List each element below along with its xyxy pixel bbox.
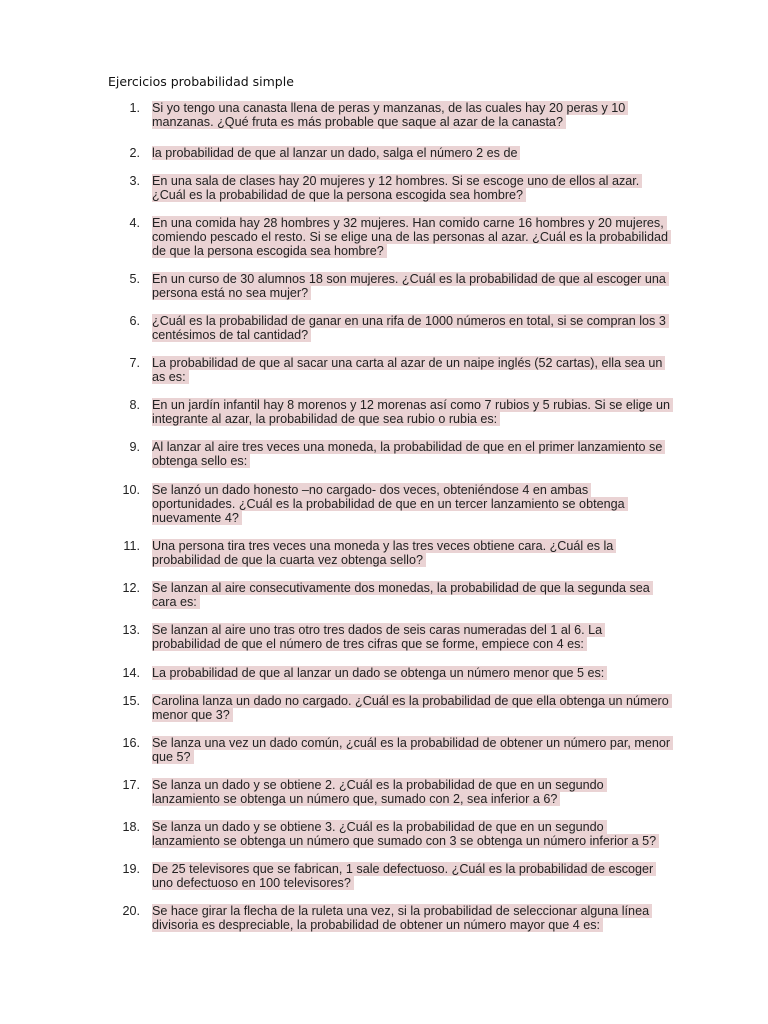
exercise-text xyxy=(152,820,672,848)
exercise-text xyxy=(152,272,672,300)
exercise-text xyxy=(152,904,672,932)
exercise-text-highlight: Se lanzan al aire consecutivamente dos monedas, la probabilidad de que la segunda sea cara es: xyxy=(152,581,653,609)
exercise-text-highlight: En una sala de clases hay 20 mujeres y 12 hombres. Si se escoge uno de ellos al azar. ¿Cuál es la probabilidad de que la persona escogida sea hombre? xyxy=(152,174,642,202)
exercise-text-highlight: En un jardín infantil hay 8 morenos y 12 morenas así como 7 rubios y 5 rubias. Si se elige un integrante al azar, la probabilidad de que sea rubio o rubia es: xyxy=(152,398,673,426)
exercise-text-highlight: Se lanza una vez un dado común, ¿cuál es la probabilidad de obtener un número par, menor que 5? xyxy=(152,736,673,764)
exercise-number: 11. xyxy=(123,539,140,553)
exercise-number: 18. xyxy=(122,820,140,834)
exercise-text-highlight: Una persona tira tres veces una moneda y las tres veces obtiene cara. ¿Cuál es la probabilidad de que la cuarta vez obtenga sello? xyxy=(152,539,616,567)
exercise-text xyxy=(152,216,672,258)
exercise-text xyxy=(152,623,672,651)
exercise-number: 13. xyxy=(122,623,140,637)
exercise-number: 20. xyxy=(122,904,140,918)
exercise-text-highlight: Se hace girar la flecha de la ruleta una vez, si la probabilidad de seleccionar alguna línea divisoria es despreciable, la probabilidad de obtener un número mayor que 4 es: xyxy=(152,904,652,932)
exercise-text xyxy=(152,862,672,890)
document-title: Ejercicios probabilidad simple xyxy=(108,74,294,89)
exercise-number: 2. xyxy=(129,146,140,160)
exercise-text xyxy=(152,694,672,722)
exercise-text-highlight: ¿Cuál es la probabilidad de ganar en una rifa de 1000 números en total, si se compran los 3 centésimos de tal cantidad? xyxy=(152,314,669,342)
exercise-text-highlight: La probabilidad de que al sacar una carta al azar de un naipe inglés (52 cartas), ella sea un as es: xyxy=(152,356,665,384)
exercise-text xyxy=(152,778,672,806)
exercise-text-highlight: Al lanzar al aire tres veces una moneda, la probabilidad de que en el primer lanzamiento se obtenga sello es: xyxy=(152,440,665,468)
exercise-text xyxy=(152,483,672,525)
exercise-text xyxy=(152,736,672,764)
exercise-text xyxy=(152,356,672,384)
exercise-number: 6. xyxy=(129,314,140,328)
exercise-text xyxy=(152,440,672,468)
exercise-text xyxy=(152,174,672,202)
exercise-text xyxy=(152,581,672,609)
exercise-number: 8. xyxy=(129,398,140,412)
exercise-number: 4. xyxy=(129,216,140,230)
exercise-text-highlight: Se lanza un dado y se obtiene 3. ¿Cuál es la probabilidad de que en un segundo lanzamiento se obtenga un número que sumado con 3 se obtenga un número inferior a 5? xyxy=(152,820,659,848)
exercise-text xyxy=(152,101,672,129)
exercise-number: 7. xyxy=(129,356,140,370)
exercise-number: 15. xyxy=(122,694,140,708)
exercise-text xyxy=(152,539,672,567)
exercise-text-highlight: Se lanza un dado y se obtiene 2. ¿Cuál es la probabilidad de que en un segundo lanzamiento se obtenga un número que, sumado con 2, sea inferior a 6? xyxy=(152,778,607,806)
exercise-number: 10. xyxy=(122,483,140,497)
exercise-text-highlight: Se lanzan al aire uno tras otro tres dados de seis caras numeradas del 1 al 6. La probabilidad de que el número de tres cifras que se forme, empiece con 4 es: xyxy=(152,623,605,651)
exercise-number: 12. xyxy=(122,581,140,595)
exercise-text-highlight: Si yo tengo una canasta llena de peras y manzanas, de las cuales hay 20 peras y 10 manzanas. ¿Qué fruta es más probable que saque al azar de la canasta? xyxy=(152,101,628,129)
exercise-text xyxy=(152,314,672,342)
exercise-number: 5. xyxy=(129,272,140,286)
exercise-text-highlight: La probabilidad de que al lanzar un dado se obtenga un número menor que 5 es: xyxy=(152,666,607,680)
exercise-number: 19. xyxy=(122,862,140,876)
exercise-number: 3. xyxy=(129,174,140,188)
exercise-text xyxy=(152,398,672,426)
exercise-text xyxy=(152,146,672,160)
exercise-text-highlight: En una comida hay 28 hombres y 32 mujeres. Han comido carne 16 hombres y 20 mujeres, comiendo pescado el resto. Si se elige una de las personas al azar. ¿Cuál es la probabilidad de que la persona escogida sea hombre? xyxy=(152,216,671,258)
exercise-number: 9. xyxy=(129,440,140,454)
exercise-number: 17. xyxy=(122,778,140,792)
exercise-text xyxy=(152,666,672,680)
exercise-text-highlight: En un curso de 30 alumnos 18 son mujeres. ¿Cuál es la probabilidad de que al escoger una persona está no sea mujer? xyxy=(152,272,669,300)
exercise-text-highlight: Carolina lanza un dado no cargado. ¿Cuál es la probabilidad de que ella obtenga un número menor que 3? xyxy=(152,694,672,722)
exercise-text-highlight: la probabilidad de que al lanzar un dado, salga el número 2 es de xyxy=(152,146,520,160)
exercise-text-highlight: De 25 televisores que se fabrican, 1 sale defectuoso. ¿Cuál es la probabilidad de escoger uno defectuoso en 100 televisores? xyxy=(152,862,656,890)
exercise-number: 1. xyxy=(129,101,140,115)
exercise-number: 14. xyxy=(122,666,140,680)
exercise-text-highlight: Se lanzó un dado honesto –no cargado- dos veces, obteniéndose 4 en ambas oportunidades. ¿Cuál es la probabilidad de que en un tercer lanzamiento se obtenga nuevamente 4? xyxy=(152,483,628,525)
exercise-number: 16. xyxy=(122,736,140,750)
